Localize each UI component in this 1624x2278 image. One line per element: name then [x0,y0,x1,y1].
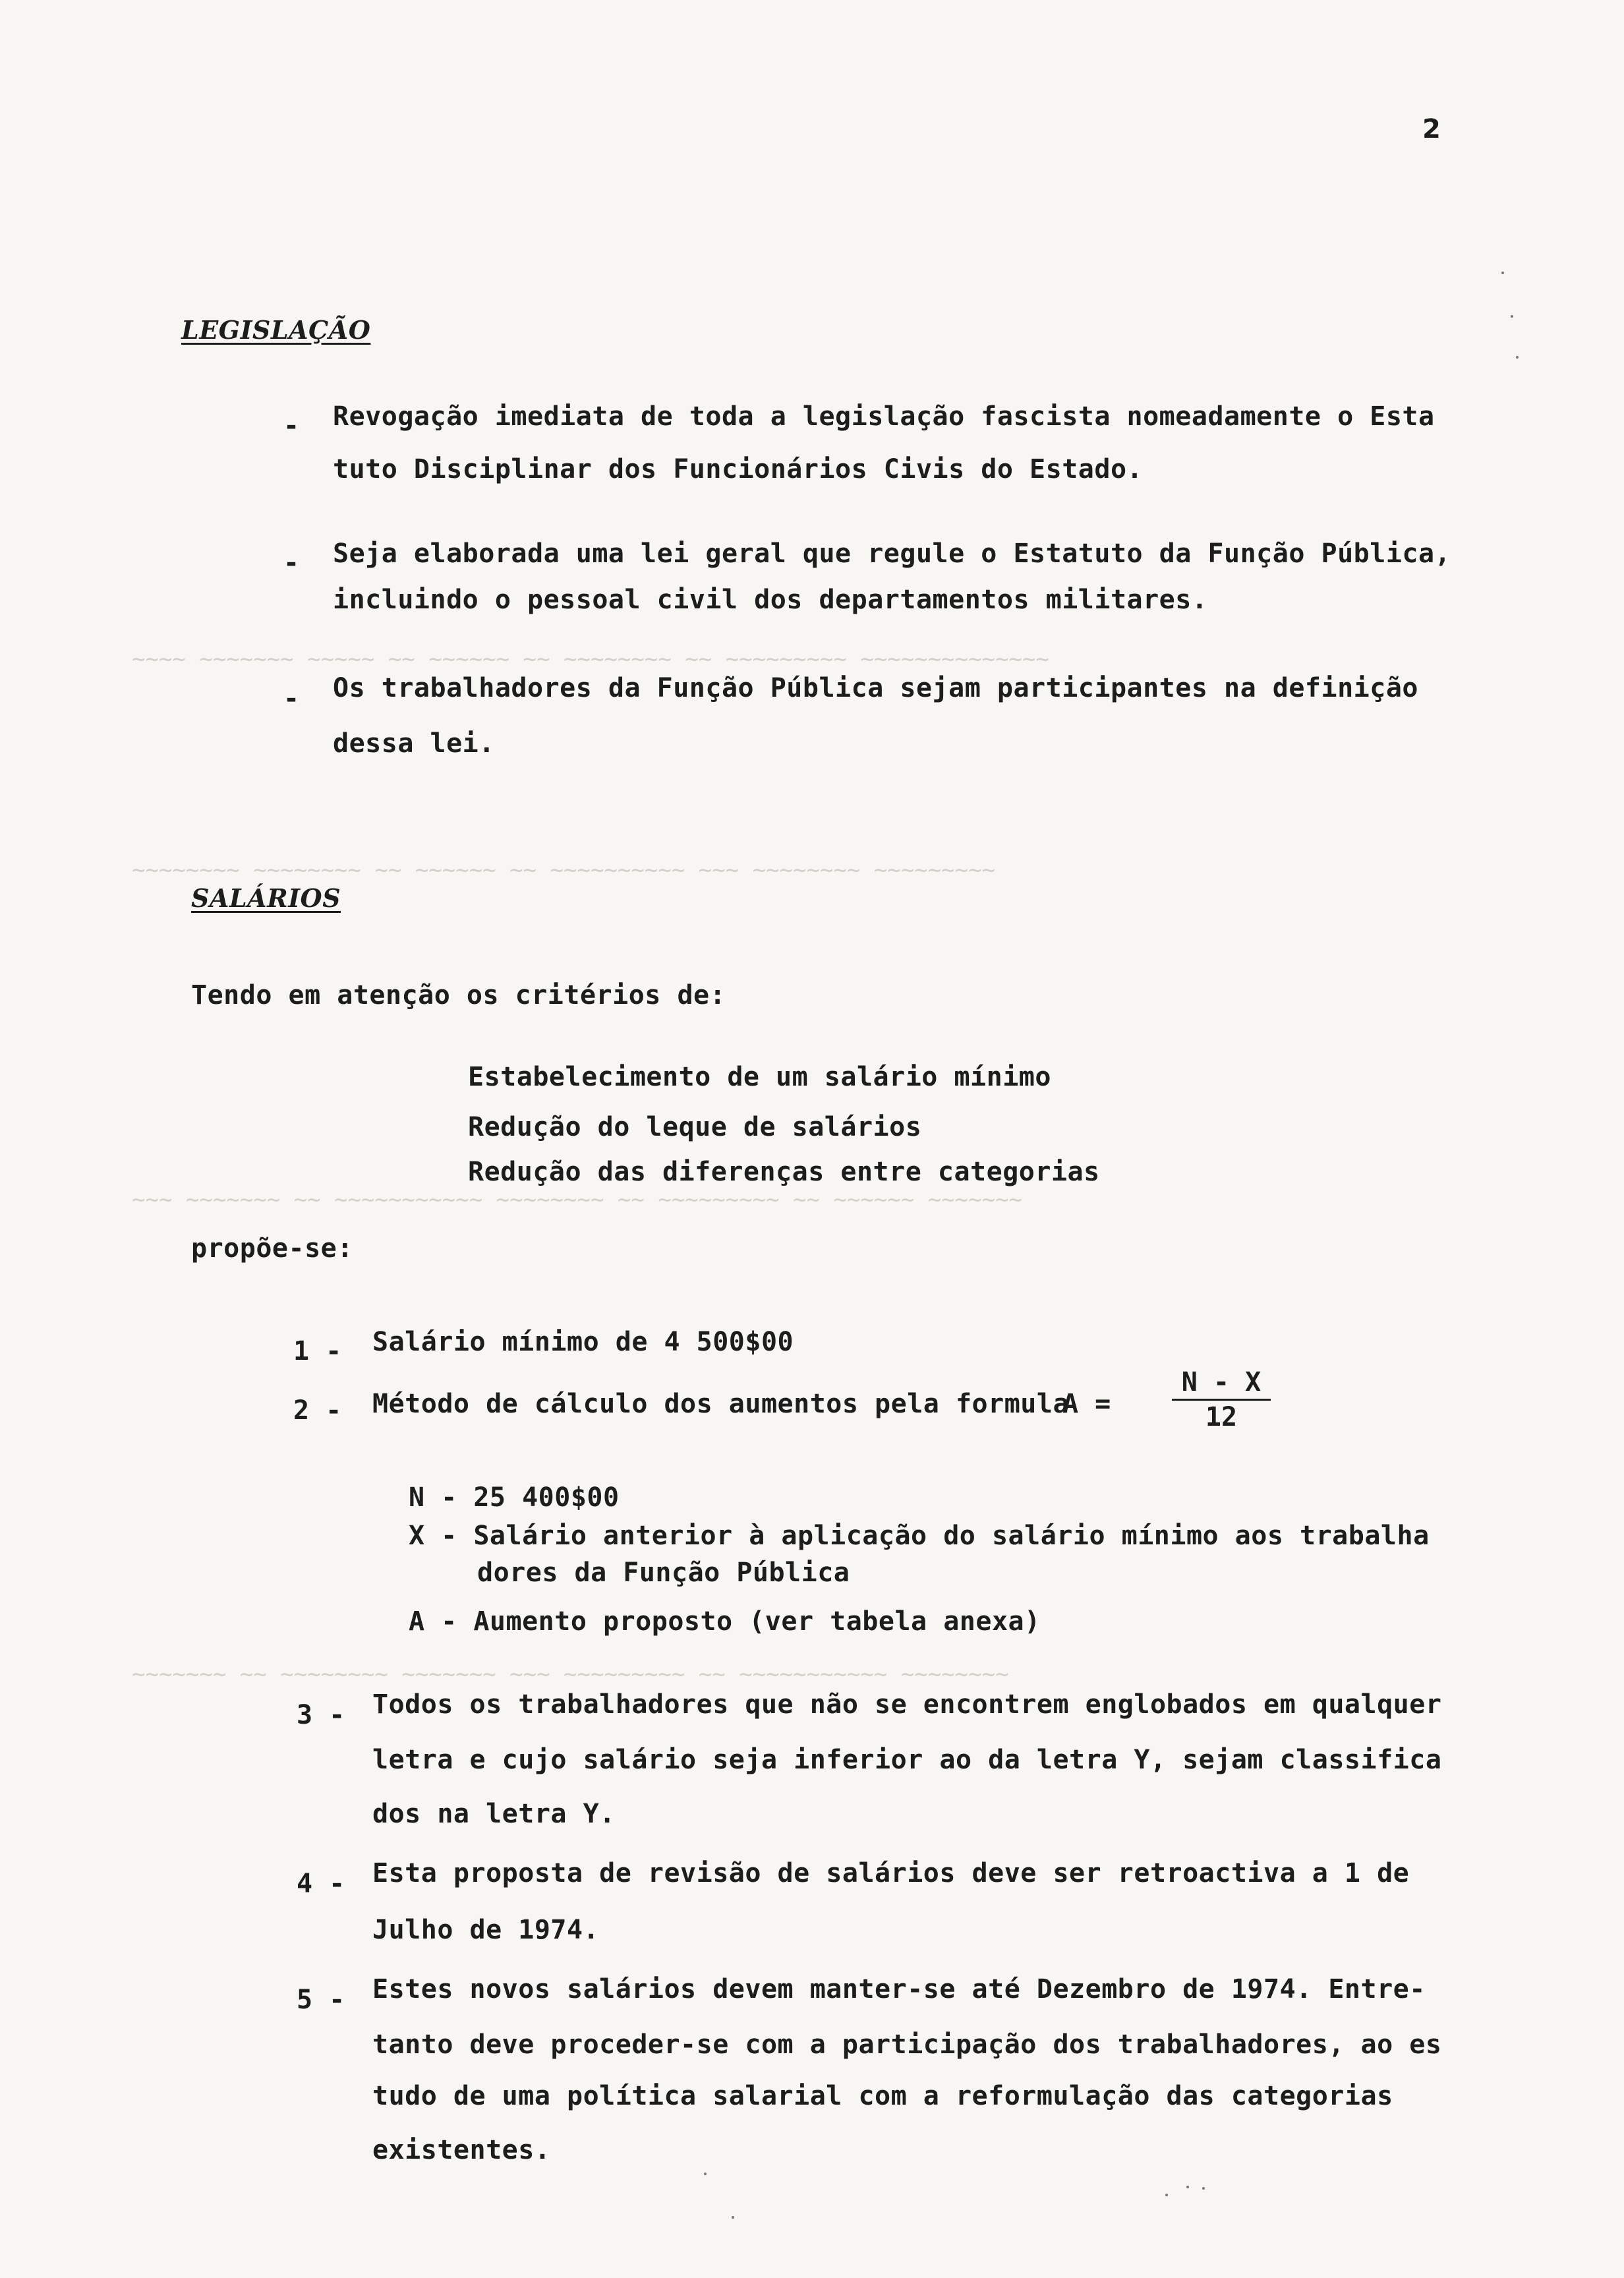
item-text: existentes. [372,2135,551,2165]
section-heading-legislacao: LEGISLAÇÃO [181,315,371,345]
scan-speck [1516,356,1519,359]
item-text: Esta proposta de revisão de salários deve ser retroactiva a 1 de [372,1858,1410,1888]
item-number: 5 - [297,1985,345,2015]
scan-speck [1501,272,1504,274]
scan-speck [1165,2194,1168,2196]
item-text: tudo de uma política salarial com a reformulação das categorias [372,2081,1393,2111]
item-number: 1 - [293,1336,342,1366]
list-bullet: - [283,411,300,441]
list-item-text: dessa lei. [333,728,495,759]
scan-speck [1202,2187,1205,2190]
list-item-text: Revogação imediata de toda a legislação fascista nomeadamente o Esta [333,401,1435,432]
bleed-through-text: ~~~ ~~~~~~~ ~~ ~~~~~~~~~~~ ~~~~~~~~ ~~ ~~~~~~~~~ ~~ ~~~~~~ ~~~~~~~ [132,1186,1023,1213]
formula-lhs: A = [1062,1389,1111,1419]
item-text: Salário mínimo de 4 500$00 [372,1327,794,1357]
item-text: Estes novos salários devem manter-se até Dezembro de 1974. Entre- [372,1974,1426,2004]
item-text: letra e cujo salário seja inferior ao da letra Y, sejam classifica [372,1745,1442,1775]
criteria-item: Estabelecimento de um salário mínimo [468,1062,1051,1092]
formula-fraction [1172,1367,1271,1432]
item-text: Todos os trabalhadores que não se encontrem englobados em qualquer [372,1689,1442,1720]
bleed-through-text: ~~~~ ~~~~~~~ ~~~~~ ~~ ~~~~~~ ~~ ~~~~~~~~ ~~ ~~~~~~~~~ ~~~~~~~~~~~~~~ [132,646,1049,672]
item-text: tanto deve proceder-se com a participação dos trabalhadores, ao es [372,2030,1442,2060]
formula-definition: dores da Função Pública [477,1558,850,1588]
formula-definition: A - Aumento proposto (ver tabela anexa) [409,1606,1041,1637]
item-number: 3 - [297,1700,345,1730]
list-item-text: tuto Disciplinar dos Funcionários Civis do Estado. [333,454,1144,484]
section-heading-salarios: SALÁRIOS [191,883,341,913]
list-item-text: incluindo o pessoal civil dos departamentos militares. [333,585,1208,615]
list-item-text: Os trabalhadores da Função Pública sejam participantes na definição [333,673,1418,703]
scan-speck [704,2173,707,2175]
formula-denominator: 12 [1205,1402,1238,1432]
formula-definition: X - Salário anterior à aplicação do salário mínimo aos trabalha [409,1521,1430,1551]
criteria-item: Redução das diferenças entre categorias [468,1157,1100,1187]
scan-speck [1511,315,1513,318]
list-item-text: Seja elaborada uma lei geral que regule o Estatuto da Função Pública, [333,539,1451,569]
criteria-item: Redução do leque de salários [468,1112,922,1142]
item-text: Julho de 1974. [372,1915,600,1945]
page-number: 2 [1422,114,1441,144]
propose-text: propõe-se: [191,1233,353,1264]
item-text: dos na letra Y. [372,1799,616,1829]
bleed-through-text: ~~~~~~~~ ~~~~~~~~ ~~ ~~~~~~ ~~ ~~~~~~~~~~ ~~~ ~~~~~~~~ ~~~~~~~~~ [132,857,996,883]
scan-speck [732,2216,734,2219]
item-number: 4 - [297,1869,345,1899]
item-text: Método de cálculo dos aumentos pela formula [372,1389,1070,1419]
formula-definition: N - 25 400$00 [409,1482,620,1513]
formula-numerator: N - X [1172,1367,1271,1401]
item-number: 2 - [293,1395,342,1426]
list-bullet: - [283,684,300,714]
scan-speck [1186,2186,1189,2188]
list-bullet: - [283,548,300,578]
bleed-through-text: ~~~~~~~ ~~ ~~~~~~~~ ~~~~~~~ ~~~ ~~~~~~~~~ ~~ ~~~~~~~~~~~ ~~~~~~~~ [132,1661,1009,1687]
criteria-intro: Tendo em atenção os critérios de: [191,980,726,1010]
